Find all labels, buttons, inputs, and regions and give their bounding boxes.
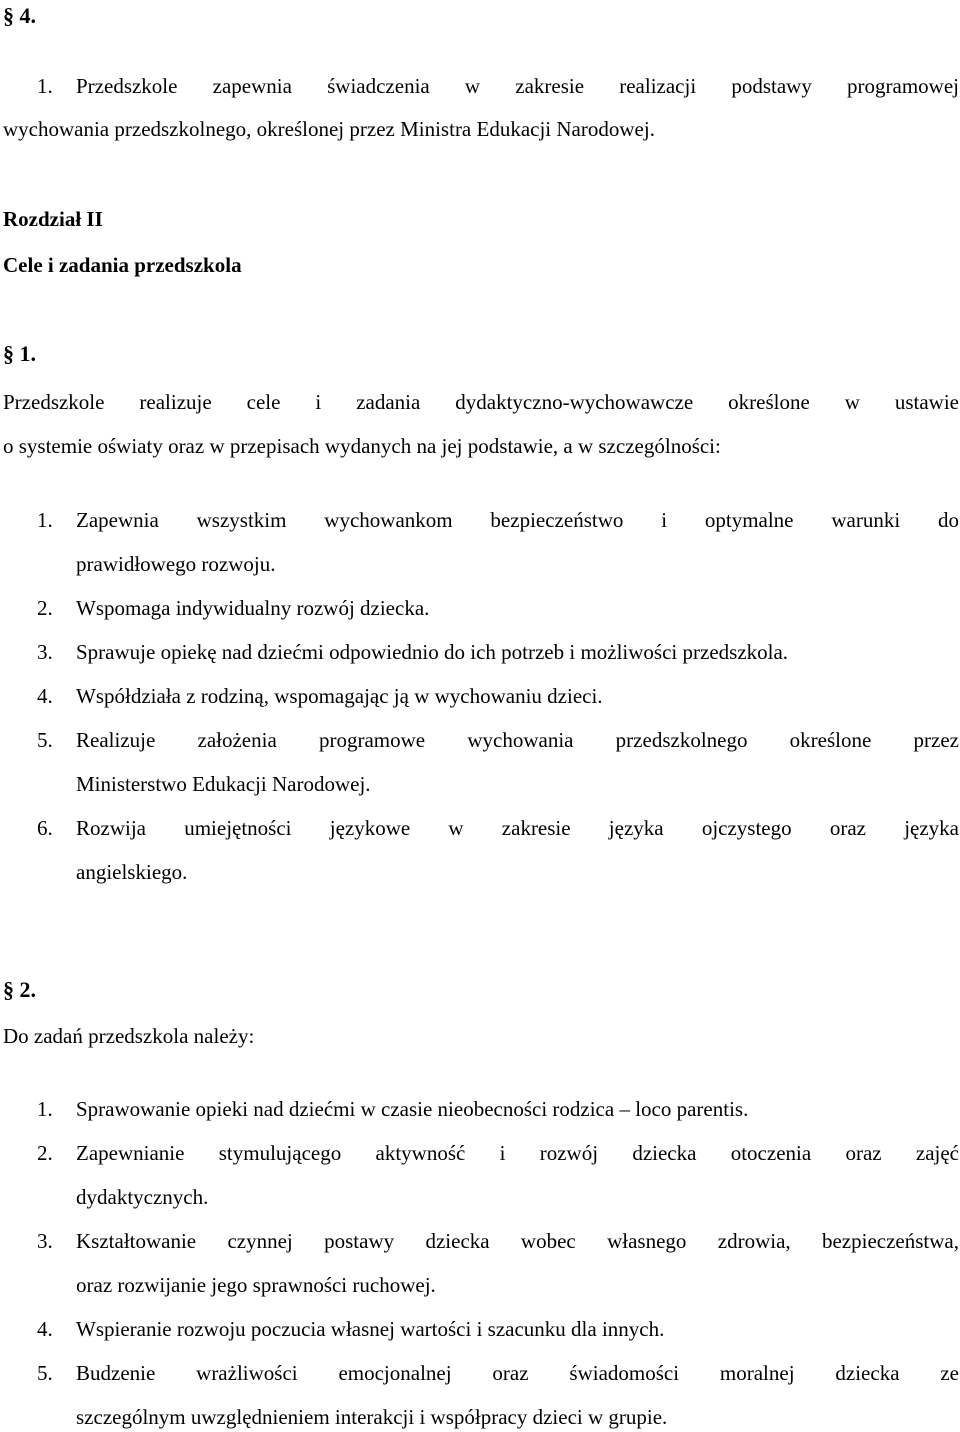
list-item-number: 4. — [37, 1317, 53, 1341]
list-item-text: Wspomaga indywidualny rozwój dziecka. — [76, 596, 430, 620]
list-item-number: 4. — [37, 684, 53, 708]
list-item-continuation: szczególnym uwzględnieniem interakcji i współpracy dzieci w grupie. — [76, 1405, 668, 1429]
list-item-number: 2. — [37, 596, 53, 620]
list-item-text: Zapewnia wszystkim wychowankom bezpieczeństwo i optymalne warunki do — [76, 508, 959, 532]
list-item-text: Realizuje założenia programowe wychowania przedszkolnego określone przez — [76, 728, 959, 752]
list-item-number: 1. — [37, 1097, 53, 1121]
list-item-text: Sprawowanie opieki nad dziećmi w czasie nieobecności rodzica – loco parentis. — [76, 1097, 749, 1121]
list-item-text: Współdziała z rodziną, wspomagając ją w wychowaniu dzieci. — [76, 684, 603, 708]
list-item-continuation: dydaktycznych. — [76, 1185, 209, 1209]
list-item-continuation: oraz rozwijanie jego sprawności ruchowej. — [76, 1273, 436, 1297]
list-item-text: Budzenie wrażliwości emocjonalnej oraz świadomości moralnej dziecka ze — [76, 1361, 959, 1385]
list-item-number: 2. — [37, 1141, 53, 1165]
chapter-subtitle: Cele i zadania przedszkola — [3, 253, 242, 277]
list-item-text: Sprawuje opiekę nad dziećmi odpowiednio do ich potrzeb i możliwości przedszkola. — [76, 640, 789, 664]
chapter-title: Rozdział II — [3, 207, 103, 231]
list-item-number: 6. — [37, 816, 53, 840]
list-item-number: 3. — [37, 640, 53, 664]
section-2-intro: Do zadań przedszkola należy: — [3, 1024, 255, 1048]
list-item-text: Wspieranie rozwoju poczucia własnej wartości i szacunku dla innych. — [76, 1317, 665, 1341]
list-item-number: 5. — [37, 1361, 53, 1385]
list-item-number: 3. — [37, 1229, 53, 1253]
list-item-text: Przedszkole zapewnia świadczenia w zakresie realizacji podstawy programowej — [76, 74, 959, 98]
section-4-heading: § 4. — [3, 3, 36, 28]
section-2-heading: § 2. — [3, 977, 36, 1002]
list-item-number: 5. — [37, 728, 53, 752]
list-item-text: Zapewnianie stymulującego aktywność i rozwój dziecka otoczenia oraz zajęć — [76, 1141, 959, 1165]
list-item-number: 1. — [37, 74, 53, 98]
list-item-continuation: angielskiego. — [76, 860, 188, 884]
section-1-heading: § 1. — [3, 341, 36, 366]
list-item-text: Rozwija umiejętności językowe w zakresie języka ojczystego oraz języka — [76, 816, 959, 840]
list-item-continuation: wychowania przedszkolnego, określonej przez Ministra Edukacji Narodowej. — [3, 117, 655, 141]
list-item-text: Kształtowanie czynnej postawy dziecka wobec własnego zdrowia, bezpieczeństwa, — [76, 1229, 959, 1253]
section-1-intro-line-2: o systemie oświaty oraz w przepisach wydanych na jej podstawie, a w szczególności: — [3, 434, 721, 458]
list-item-continuation: prawidłowego rozwoju. — [76, 552, 276, 576]
list-item-number: 1. — [37, 508, 53, 532]
list-item-continuation: Ministerstwo Edukacji Narodowej. — [76, 772, 371, 796]
section-1-intro-line-1: Przedszkole realizuje cele i zadania dydaktyczno-wychowawcze określone w ustawie — [3, 390, 959, 414]
